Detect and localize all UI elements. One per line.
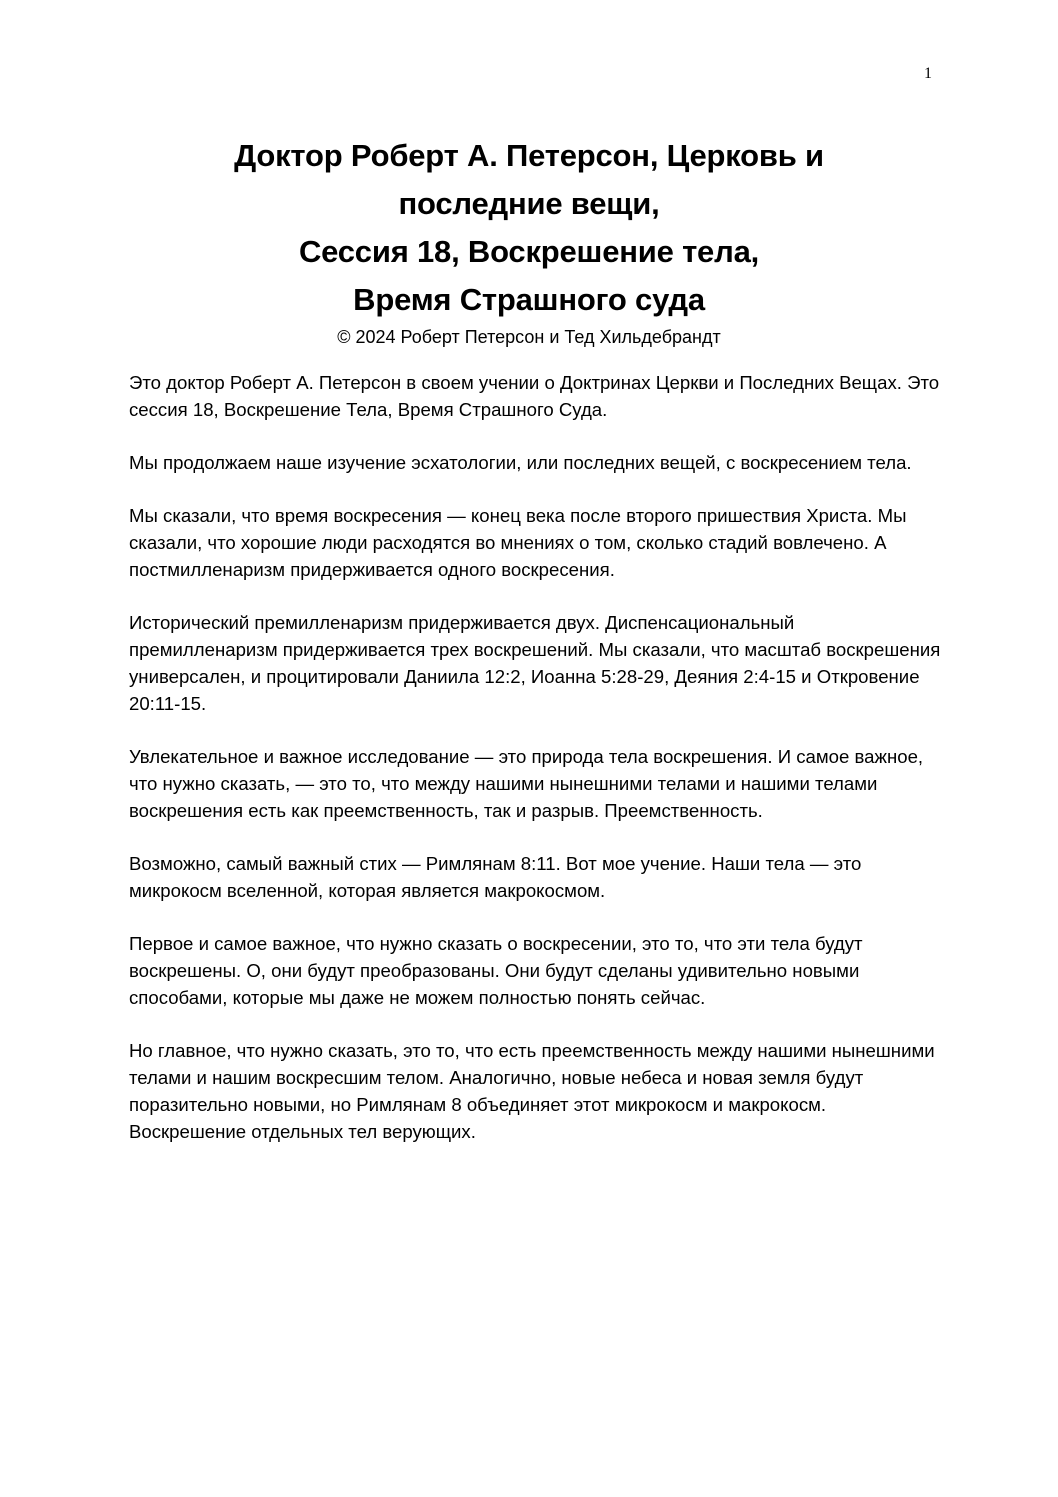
paragraph: Увлекательное и важное исследование — это природа тела воскрешения. И самое важное, что нужно сказать, — это то, что между нашими нынешними телами и нашими телами воскрешения есть как преемственность, так и разрыв. Преемственность. bbox=[129, 746, 924, 821]
document-body bbox=[129, 369, 941, 1171]
paragraph: Мы сказали, что время воскресения — конец века после второго пришествия Христа. Мы сказали, что хорошие люди расходятся во мнениях о том, сколько стадий вовлечено. А постмилленаризм придерживается одного воскресения. bbox=[129, 505, 907, 580]
paragraph: Мы продолжаем наше изучение эсхатологии, или последних вещей, с воскресением тела. bbox=[129, 452, 912, 473]
paragraph: Это доктор Роберт А. Петерсон в своем учении о Доктринах Церкви и Последних Вещах. Это сессия 18, Воскрешение Тела, Время Страшного Суда. bbox=[129, 372, 940, 420]
document-title-line-2: последние вещи, bbox=[398, 186, 660, 221]
page-number: 1 bbox=[924, 65, 932, 82]
paragraph: Первое и самое важное, что нужно сказать о воскресении, это то, что эти тела будут воскрешены. О, они будут преобразованы. Они будут сделаны удивительно новыми способами, которые мы даже не можем полностью понять сейчас. bbox=[129, 933, 863, 1008]
document-title-line-3: Сессия 18, Воскрешение тела, bbox=[298, 234, 760, 269]
document-header bbox=[100, 132, 958, 349]
paragraph: Но главное, что нужно сказать, это то, что есть преемственность между нашими нынешними телами и нашим воскресшим телом. Аналогично, новые небеса и новая земля будут поразительно новыми, но Римлянам 8 объединяет этот микрокосм и макрокосм. Воскрешение отдельных тел верующих. bbox=[129, 1040, 935, 1142]
document-title-line-1: Доктор Роберт А. Петерсон, Церковь и bbox=[234, 138, 824, 173]
copyright-notice: © 2024 Роберт Петерсон и Тед Хильдебрандт bbox=[337, 327, 721, 347]
paragraph: Возможно, самый важный стих — Римлянам 8:11. Вот мое учение. Наши тела — это микрокосм вселенной, которая является макрокосмом. bbox=[129, 853, 862, 901]
document-title-line-4: Время Страшного суда bbox=[353, 282, 705, 317]
paragraph: Исторический премилленаризм придерживается двух. Диспенсациональный премилленаризм придерживается трех воскрешений. Мы сказали, что масштаб воскрешения универсален, и процитировали Даниила 12:2, Иоанна 5:28-29, Деяния 2:4-15 и Откровение 20:11-15. bbox=[129, 612, 941, 714]
